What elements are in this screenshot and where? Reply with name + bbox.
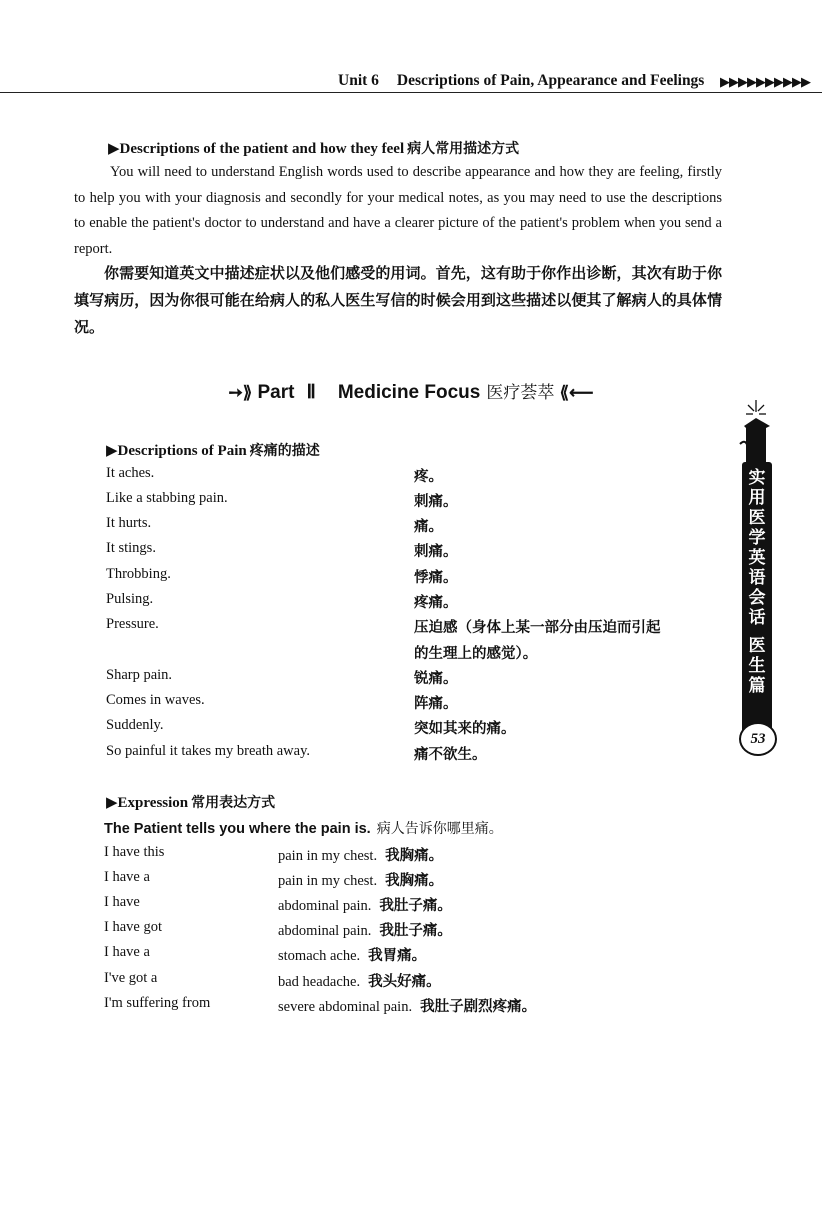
pain-row-en: Comes in waves.	[106, 692, 205, 708]
expression-row-subject: I have this	[104, 844, 165, 860]
pain-row-en: Sharp pain.	[106, 667, 173, 683]
section-heading-pain: ▶Descriptions of Pain 疼痛的描述	[106, 443, 320, 459]
pain-row-zh: 阵痛。	[414, 696, 458, 712]
triangle-bullet-icon: ▶	[106, 443, 118, 459]
pain-row-en: Like a stabbing pain.	[106, 490, 228, 506]
pain-row-zh: 刺痛。	[414, 544, 458, 560]
pain-row-zh: 疼。	[414, 469, 443, 485]
pain-row-zh: 疼痛。	[414, 595, 458, 611]
sparkle-flag-icon	[736, 396, 782, 466]
header-rule	[0, 92, 822, 93]
pain-row-en: It hurts.	[106, 515, 152, 531]
pain-row-en: Pressure.	[106, 616, 159, 632]
expression-row-object: stomach ache. 我胃痛。	[278, 948, 427, 964]
pain-row-en: It aches.	[106, 465, 155, 481]
pain-row-zh: 痛。	[414, 519, 443, 535]
pain-row-zh: 刺痛。	[414, 494, 458, 510]
pain-row-en: Suddenly.	[106, 717, 164, 733]
triangle-bullet-icon: ▶	[106, 795, 118, 811]
expression-row-subject: I have a	[104, 869, 150, 885]
header-arrows: ▶▶▶▶▶▶▶▶▶▶	[720, 74, 810, 89]
arrow-ornament-left-icon: ➙⟫	[228, 383, 253, 402]
expression-row-subject: I have got	[104, 919, 162, 935]
unit-title: Descriptions of Pain, Appearance and Feelings	[396, 72, 705, 89]
pain-row-zh: 悸痛。	[414, 570, 458, 586]
pain-row-en: Pulsing.	[106, 591, 154, 607]
expression-row-subject: I have a	[104, 944, 150, 960]
section-heading-patient: ▶Descriptions of the patient and how they feel 病人常用描述方式	[108, 141, 520, 157]
pain-row-zh: 锐痛。	[414, 671, 458, 687]
expression-row-object: bad headache. 我头好痛。	[278, 974, 441, 990]
expression-row-subject: I've got a	[104, 970, 158, 986]
pain-row-zh-continued: 的生理上的感觉）。	[414, 646, 538, 662]
part-heading: ➙⟫ Part Ⅱ Medicine Focus 医疗荟萃 ⟪⟵	[228, 382, 594, 403]
expression-row-object: pain in my chest. 我胸痛。	[278, 873, 444, 889]
intro-paragraph-zh: 你需要知道英文中描述症状以及他们感受的用词。首先，这有助于你作出诊断，其次有助于你填写病历，因为你很可能在给病人的私人医生写信的时候会用到这些描述以便其了解病人的具体情况。	[74, 264, 722, 336]
arrow-ornament-right-icon: ⟪⟵	[559, 383, 594, 402]
pain-row-zh: 突如其来的痛。	[414, 721, 516, 737]
expression-row-object: pain in my chest. 我胸痛。	[278, 848, 444, 864]
section-heading-expression: ▶Expression 常用表达方式	[106, 795, 276, 811]
pain-row-zh: 压迫感（身体上某一部分由压迫而引起	[414, 620, 661, 636]
intro-paragraph-en: You will need to understand English words used to describe appearance and how they are feeling, firstly to help you with your diagnosis and secondly for your medical notes, as you may need to use the descriptions to enable the patient's doctor to understand and have a clearer picture of the patient's problem when you send a report.	[74, 164, 722, 257]
pain-row-zh: 痛不欲生。	[414, 747, 487, 763]
pain-row-en: It stings.	[106, 540, 156, 556]
page-number: 53	[739, 722, 777, 756]
expression-row-subject: I have	[104, 894, 140, 910]
pain-row-en: Throbbing.	[106, 566, 171, 582]
unit-label: Unit 6	[338, 72, 379, 89]
expression-row-object: abdominal pain. 我肚子痛。	[278, 898, 452, 914]
triangle-bullet-icon: ▶	[108, 141, 120, 157]
expression-row-object: severe abdominal pain. 我肚子剧烈疼痛。	[278, 999, 537, 1015]
side-tab-title: 实 用 医 学 英 语 会 话 医 生 篇	[748, 468, 766, 696]
expression-row-object: abdominal pain. 我肚子痛。	[278, 923, 452, 939]
expression-intro: The Patient tells you where the pain is. 病人告诉你哪里痛。	[104, 821, 503, 837]
expression-row-subject: I'm suffering from	[104, 995, 211, 1011]
running-header	[338, 72, 704, 90]
pain-row-en: So painful it takes my breath away.	[106, 743, 311, 759]
